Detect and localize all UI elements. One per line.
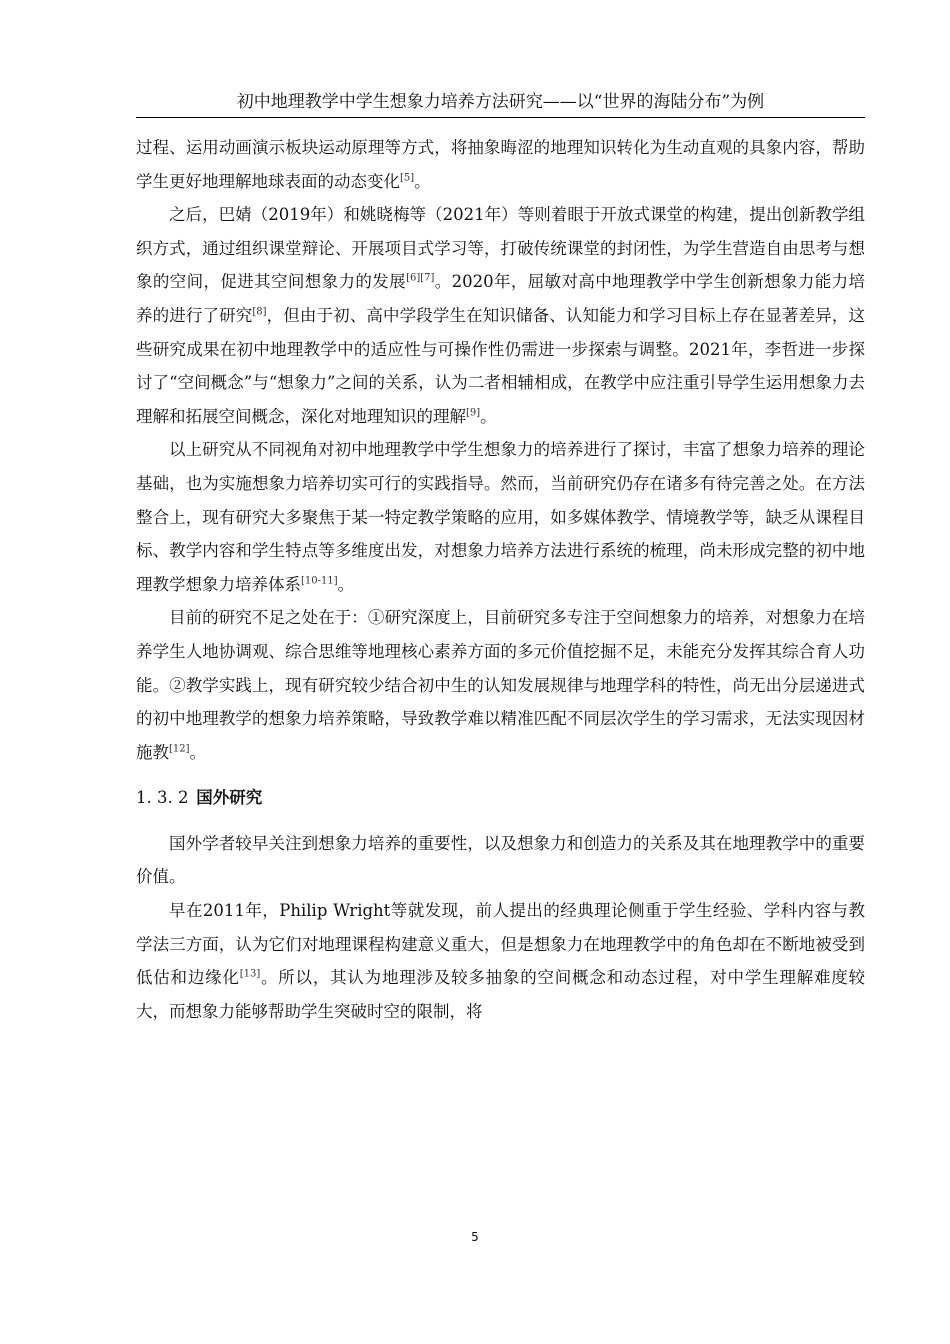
paragraph-2 xyxy=(136,198,865,433)
citation-12: [12] xyxy=(169,743,190,755)
paragraph-5 xyxy=(136,827,865,894)
paragraph-1-end: 。 xyxy=(414,171,431,191)
citation-8: [8] xyxy=(252,306,267,318)
page-number: 5 xyxy=(471,1230,479,1244)
citation-13: [13] xyxy=(239,968,261,980)
section-heading xyxy=(136,781,865,815)
citation-10-11: [10-11] xyxy=(301,575,338,587)
paragraph-6-text-1: 早在2011年，Philip Wright等就发现，前人提出的经典理论侧重于学生经验、学科内容与教学法三方面，认为它们对地理课程构建意义重大，但是想象力在地理教学中的角色却在不断地被受到低估和边缘化 xyxy=(136,901,865,988)
paragraph-4-text: 目前的研究不足之处在于：①研究深度上，目前研究多专注于空间想象力的培养，对想象力在培养学生人地协调观、综合思维等地理核心素养方面的多元价值挖掘不足，未能充分发挥其综合育人功能。②教学实践上，现有研究较少结合初中生的认知发展规律与地理学科的特性，尚无出分层递进式的初中地理教学的想象力培养策略，导致教学难以精准匹配不同层次学生的学习需求，无法实现因材施教 xyxy=(136,608,865,762)
paragraph-3 xyxy=(136,433,865,601)
paragraph-1-text: 过程、运用动画演示板块运动原理等方式，将抽象晦涩的地理知识转化为生动直观的具象内容，帮助学生更好地理解地球表面的动态变化 xyxy=(136,138,865,191)
page-content xyxy=(136,131,865,1028)
citation-9: [9] xyxy=(466,407,481,419)
paragraph-2-text-2: 。2020年，屈敏对高中地理教学中学生创新想象力能力培养的进行了研究 xyxy=(136,272,865,325)
running-header: 初中地理教学中学生想象力培养方法研究——以“世界的海陆分布”为例 xyxy=(236,92,765,112)
section-number: 1. 3. 2 xyxy=(136,788,189,808)
paragraph-6 xyxy=(136,894,865,1028)
paragraph-4-end: 。 xyxy=(189,742,207,762)
section-title: 国外研究 xyxy=(196,788,263,808)
paragraph-2-text-1: 之后，巴婧（2019年）和姚晓梅等（2021年）等则着眼于开放式课堂的构建，提出创新教学组织方式，通过组织课堂辩论、开展项目式学习等，打破传统课堂的封闭性，为学生营造自由思考与想象的空间，促进其空间想象力的发展 xyxy=(136,205,865,292)
paragraph-1 xyxy=(136,131,865,198)
citation-7: [7] xyxy=(420,272,435,284)
paragraph-6-text-2: 。所以，其认为地理涉及较多抽象的空间概念和动态过程，对中学生理解难度较大，而想象力能够帮助学生突破时空的限制，将 xyxy=(136,968,866,1021)
paragraph-2-text-3: ，但由于初、高中学段学生在知识储备、认知能力和学习目标上存在显著差异，这些研究成果在初中地理教学中的适应性与可操作性仍需进一步探索与调整。2021年，李哲进一步探讨了“空间概念”与“想象力”之间的关系，认为二者相辅相成，在教学中应注重引导学生运用想象力去理解和拓展空间概念，深化对地理知识的理解 xyxy=(136,305,866,426)
paragraph-2-end: 。 xyxy=(480,406,497,426)
paragraph-3-text: 以上研究从不同视角对初中地理教学中学生想象力的培养进行了探讨，丰富了想象力培养的理论基础，也为实施想象力培养切实可行的实践指导。然而，当前研究仍存在诸多有待完善之处。在方法整合上，现有研究大多聚焦于某一特定教学策略的应用，如多媒体教学、情境教学等，缺乏从课程目标、教学内容和学生特点等多维度出发，对想象力培养方法进行系统的梳理，尚未形成完整的初中地理教学想象力培养体系 xyxy=(136,440,865,594)
header-rule xyxy=(136,117,865,118)
citation-5: [5] xyxy=(400,172,415,184)
paragraph-5-text: 国外学者较早关注到想象力培养的重要性，以及想象力和创造力的关系及其在地理教学中的重要价值。 xyxy=(136,833,865,887)
paragraph-4 xyxy=(136,601,865,769)
paragraph-3-end: 。 xyxy=(337,574,355,594)
citation-6: [6] xyxy=(406,272,421,284)
